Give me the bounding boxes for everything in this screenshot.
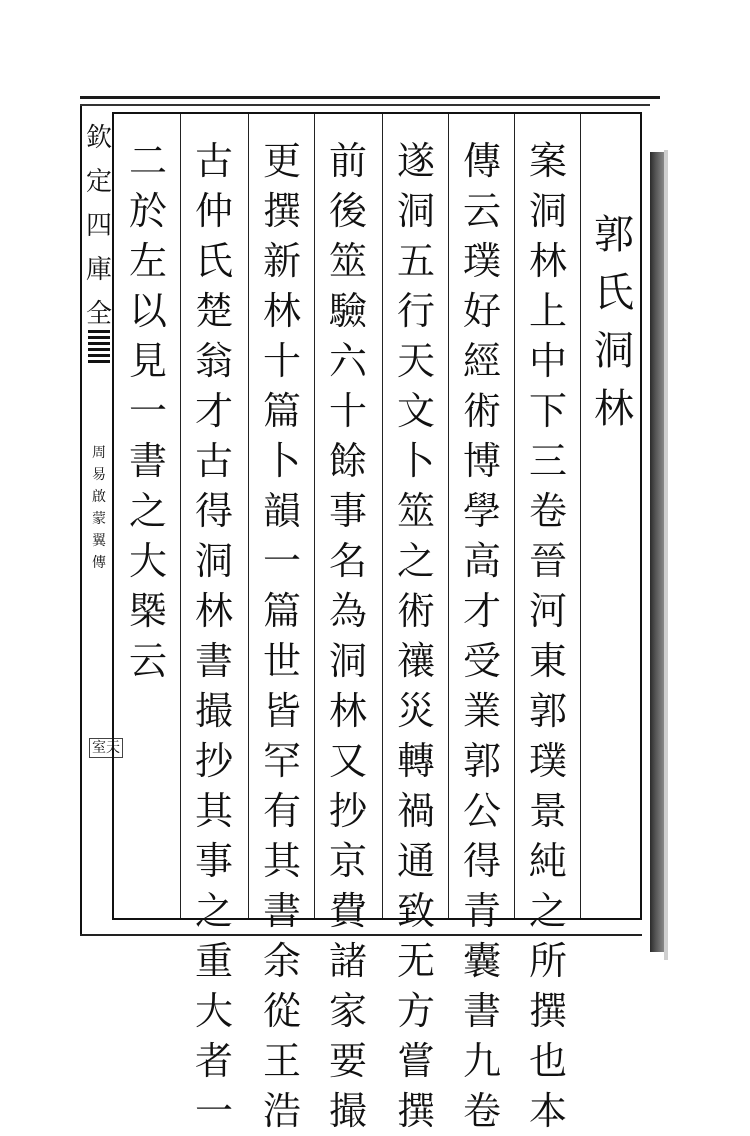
column-char: 本 (528, 1089, 567, 1133)
column-char: 十 (328, 389, 367, 433)
title-char: 氏 (594, 270, 634, 316)
column-char: 撮 (194, 689, 233, 733)
column-char: 十 (262, 339, 301, 383)
column-char: 上 (528, 289, 567, 333)
column-char: 諸 (328, 939, 367, 983)
column-char: 下 (528, 389, 567, 433)
column-char: 有 (262, 789, 301, 833)
column-char: 通 (396, 839, 435, 883)
column-char: 行 (396, 289, 435, 333)
column-char: 禍 (396, 789, 435, 833)
margin-title-char: 蒙 (92, 511, 106, 527)
column-rule (248, 114, 249, 918)
column-char: 撮 (328, 1089, 367, 1133)
column-char: 撰 (262, 189, 301, 233)
column-char: 書 (194, 639, 233, 683)
column-char: 左 (128, 239, 167, 283)
column-char: 費 (328, 889, 367, 933)
column-char: 罕 (262, 739, 301, 783)
margin-header (86, 116, 112, 336)
column-char: 筮 (396, 489, 435, 533)
text-column-7 (118, 136, 178, 686)
column-char: 洞 (328, 639, 367, 683)
column-char: 王 (262, 1039, 301, 1083)
margin-title-char: 傳 (92, 555, 106, 571)
column-char: 槩 (128, 589, 167, 633)
column-char: 林 (194, 589, 233, 633)
column-char: 之 (396, 539, 435, 583)
column-char: 餘 (328, 439, 367, 483)
column-char: 學 (462, 489, 501, 533)
margin-title-char: 易 (92, 467, 106, 483)
column-char: 仲 (194, 189, 233, 233)
column-char: 東 (528, 639, 567, 683)
column-char: 驗 (328, 289, 367, 333)
column-char: 一 (262, 539, 301, 583)
column-char: 之 (528, 889, 567, 933)
text-column-4 (318, 136, 378, 1136)
column-char: 洞 (396, 189, 435, 233)
column-char: 轉 (396, 739, 435, 783)
column-char: 高 (462, 539, 501, 583)
column-char: 世 (262, 639, 301, 683)
column-char: 得 (462, 839, 501, 883)
margin-title-char: 翼 (92, 533, 106, 549)
column-char: 其 (262, 839, 301, 883)
column-char: 名 (328, 539, 367, 583)
column-char: 翁 (194, 339, 233, 383)
text-block (112, 112, 642, 1133)
column-rule (180, 114, 181, 918)
column-rule (382, 114, 383, 918)
column-char: 致 (396, 889, 435, 933)
column-char: 業 (462, 689, 501, 733)
column-char: 純 (528, 839, 567, 883)
column-char: 篇 (262, 589, 301, 633)
margin-head-char: 四 (86, 211, 113, 241)
column-char: 遂 (396, 139, 435, 183)
text-column-5 (252, 136, 312, 1136)
column-char: 災 (396, 689, 435, 733)
column-char: 云 (128, 639, 167, 683)
column-char: 案 (528, 139, 567, 183)
margin-head-char: 全 (86, 299, 113, 329)
column-char: 卷 (528, 489, 567, 533)
column-char: 晉 (528, 539, 567, 583)
column-char: 之 (128, 489, 167, 533)
column-char: 青 (462, 889, 501, 933)
top-page-edge (80, 96, 660, 99)
title-char: 郭 (594, 212, 634, 258)
margin-title-char: 周 (92, 445, 106, 461)
column-char: 一 (194, 1089, 233, 1133)
column-char: 於 (128, 189, 167, 233)
column-char: 中 (528, 339, 567, 383)
column-char: 撰 (528, 989, 567, 1033)
column-char: 傳 (462, 139, 501, 183)
column-char: 抄 (328, 789, 367, 833)
column-char: 術 (396, 589, 435, 633)
column-rule (580, 114, 581, 918)
text-column-6 (184, 136, 244, 1136)
column-char: 書 (128, 439, 167, 483)
column-char: 博 (462, 439, 501, 483)
text-column-3 (386, 136, 446, 1136)
column-char: 後 (328, 189, 367, 233)
column-char: 也 (528, 1039, 567, 1083)
column-char: 云 (462, 189, 501, 233)
column-char: 新 (262, 239, 301, 283)
column-char: 以 (128, 289, 167, 333)
column-char: 二 (128, 139, 167, 183)
column-char: 河 (528, 589, 567, 633)
column-char: 從 (262, 989, 301, 1033)
column-char: 者 (194, 1039, 233, 1083)
column-char: 京 (328, 839, 367, 883)
column-char: 文 (396, 389, 435, 433)
column-char: 篇 (262, 389, 301, 433)
bottom-page-edge (80, 934, 642, 936)
column-char: 景 (528, 789, 567, 833)
column-char: 林 (328, 689, 367, 733)
book-spine (650, 152, 664, 952)
margin-page-number: 室天 (89, 738, 123, 758)
column-char: 三 (528, 439, 567, 483)
column-char: 更 (262, 139, 301, 183)
column-char: 大 (194, 989, 233, 1033)
column-char: 林 (528, 239, 567, 283)
column-char: 之 (194, 889, 233, 933)
column-char: 六 (328, 339, 367, 383)
text-column-2 (452, 136, 512, 1136)
column-char: 公 (462, 789, 501, 833)
column-char: 一 (128, 389, 167, 433)
column-char: 經 (462, 339, 501, 383)
column-char: 見 (128, 339, 167, 383)
column-rule (514, 114, 515, 918)
column-char: 囊 (462, 939, 501, 983)
column-char: 浩 (262, 1089, 301, 1133)
column-char: 大 (128, 539, 167, 583)
column-char: 郭 (528, 689, 567, 733)
column-char: 才 (462, 589, 501, 633)
column-char: 氏 (194, 239, 233, 283)
top-page-edge-inner (80, 104, 650, 106)
column-char: 卜 (262, 439, 301, 483)
margin-head-char: 定 (86, 167, 113, 197)
column-char: 卜 (396, 439, 435, 483)
column-char: 余 (262, 939, 301, 983)
column-char: 天 (396, 339, 435, 383)
column-char: 方 (396, 989, 435, 1033)
margin-head-char: 庫 (86, 255, 113, 285)
column-char: 林 (262, 289, 301, 333)
column-char: 其 (194, 789, 233, 833)
column-char: 重 (194, 939, 233, 983)
column-char: 璞 (528, 739, 567, 783)
column-char: 才 (194, 389, 233, 433)
column-char: 書 (462, 989, 501, 1033)
margin-title-char: 啟 (92, 489, 106, 505)
column-char: 家 (328, 989, 367, 1033)
column-char: 為 (328, 589, 367, 633)
column-char: 古 (194, 139, 233, 183)
column-char: 撰 (396, 1089, 435, 1133)
book-spine-shadow (664, 150, 668, 960)
column-rule (448, 114, 449, 918)
column-char: 卷 (462, 1089, 501, 1133)
column-char: 九 (462, 1039, 501, 1083)
column-char: 好 (462, 289, 501, 333)
column-char: 筮 (328, 239, 367, 283)
column-char: 皆 (262, 689, 301, 733)
column-char: 所 (528, 939, 567, 983)
title-char: 洞 (594, 328, 634, 374)
column-char: 要 (328, 1039, 367, 1083)
column-char: 事 (328, 489, 367, 533)
margin-head-char: 欽 (86, 123, 113, 153)
column-char: 受 (462, 639, 501, 683)
column-char: 韻 (262, 489, 301, 533)
margin-book-title (90, 442, 108, 574)
text-column-1 (518, 136, 578, 1136)
title-char: 林 (594, 386, 634, 432)
column-char: 洞 (194, 539, 233, 583)
column-char: 五 (396, 239, 435, 283)
column-char: 无 (396, 939, 435, 983)
column-rule (314, 114, 315, 918)
column-char: 郭 (462, 739, 501, 783)
column-char: 事 (194, 839, 233, 883)
column-char: 前 (328, 139, 367, 183)
column-char: 洞 (528, 189, 567, 233)
fish-tail-mark (88, 330, 110, 366)
column-char: 書 (262, 889, 301, 933)
column-char: 抄 (194, 739, 233, 783)
column-char: 術 (462, 389, 501, 433)
column-char: 楚 (194, 289, 233, 333)
column-char: 又 (328, 739, 367, 783)
section-title (584, 206, 644, 438)
column-char: 禳 (396, 639, 435, 683)
column-char: 璞 (462, 239, 501, 283)
column-char: 古 (194, 439, 233, 483)
column-char: 嘗 (396, 1039, 435, 1083)
column-char: 得 (194, 489, 233, 533)
